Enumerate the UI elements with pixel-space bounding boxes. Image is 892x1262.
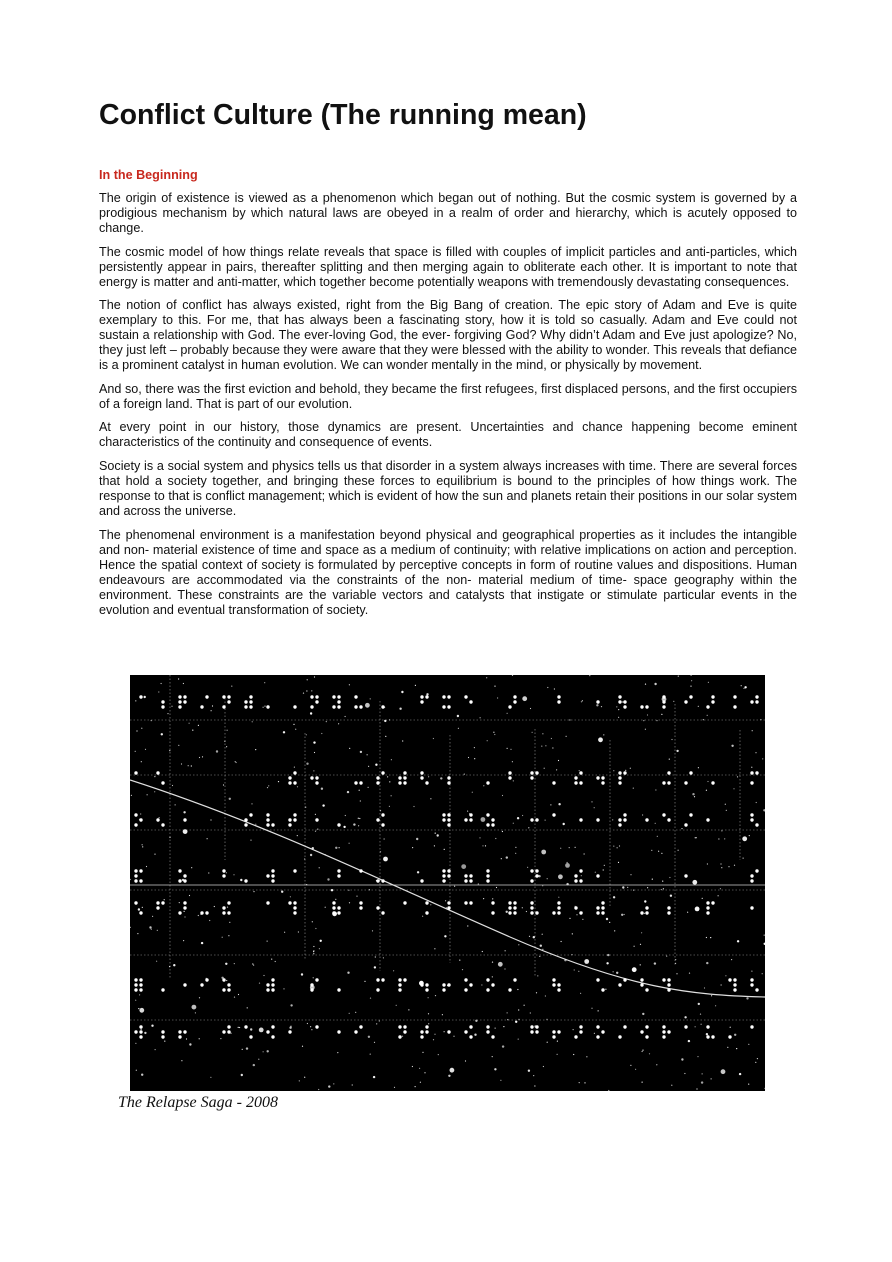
section-heading: In the Beginning (99, 168, 198, 182)
paragraph-4: And so, there was the first eviction and behold, they became the first refugees, first displaced persons, and the first occupiers of a foreign land. That is part of our evolution. (99, 381, 797, 411)
paragraph-6: Society is a social system and physics tells us that disorder in a system always increases with time. There are several forces that hold a society together, and bringing these forces to equilibrium is bound to the principles of how things work. The response to that is conflict management; which is evident of how the sun and planets retain their positions in our solar system and across the universe. (99, 458, 797, 518)
paragraph-3: The notion of conflict has always existed, right from the Big Bang of creation. The epic story of Adam and Eve is quite exemplary to this. For me, that has always been a fascinating story, how it is told so casually. Adam and Eve could not sustain a relationship with God. The ever-loving God, the ever- forgiving God? Why didn’t Adam and Eve just apologize? No, they just left – probably because they were aware that they were blessed with the ability to wonder. This reveals that defiance is a prominent catalyst in human evolution. We can wonder mentally in the mind, or physically by movement. (99, 298, 797, 373)
paragraph-7: The phenomenal environment is a manifestation beyond physical and geographical properties as it includes the intangible and non- material existence of time and space as a medium of continuity; with relative implications on action and perception. Hence the spatial context of society is formulated by perceptive concepts in form of routine values and dispositions. Human endeavours are accommodated via the constraints of the non- material medium of time- space geography within the environment. These constraints are the variable vectors and catalysts that instigate or stimulate particular events in the evolution and eventual transformation of society. (99, 527, 797, 617)
figure-caption: The Relapse Saga - 2008 (118, 1094, 278, 1111)
star-map-artwork (130, 675, 765, 1091)
body-text (99, 191, 797, 626)
paragraph-2: The cosmic model of how things relate reveals that space is filled with couples of implicit particles and anti-particles, which persistently appear in pairs, thereafter splitting and then merging again to obliterate each other. It is important to note that energy is matter and anti-matter, which together become potentially weapons with tremendously devastating consequences. (99, 244, 797, 289)
page-title: Conflict Culture (The running mean) (99, 99, 587, 131)
paragraph-5: At every point in our history, those dynamics are present. Uncertainties and chance happening become eminent characteristics of the continuity and consequence of events. (99, 420, 797, 450)
paragraph-1: The origin of existence is viewed as a phenomenon which began out of nothing. But the cosmic system is governed by a prodigious mechanism by which natural laws are obeyed in a realm of order and hierarchy, which is acutely opposed to change. (99, 191, 797, 235)
star-map-image (130, 675, 765, 1091)
